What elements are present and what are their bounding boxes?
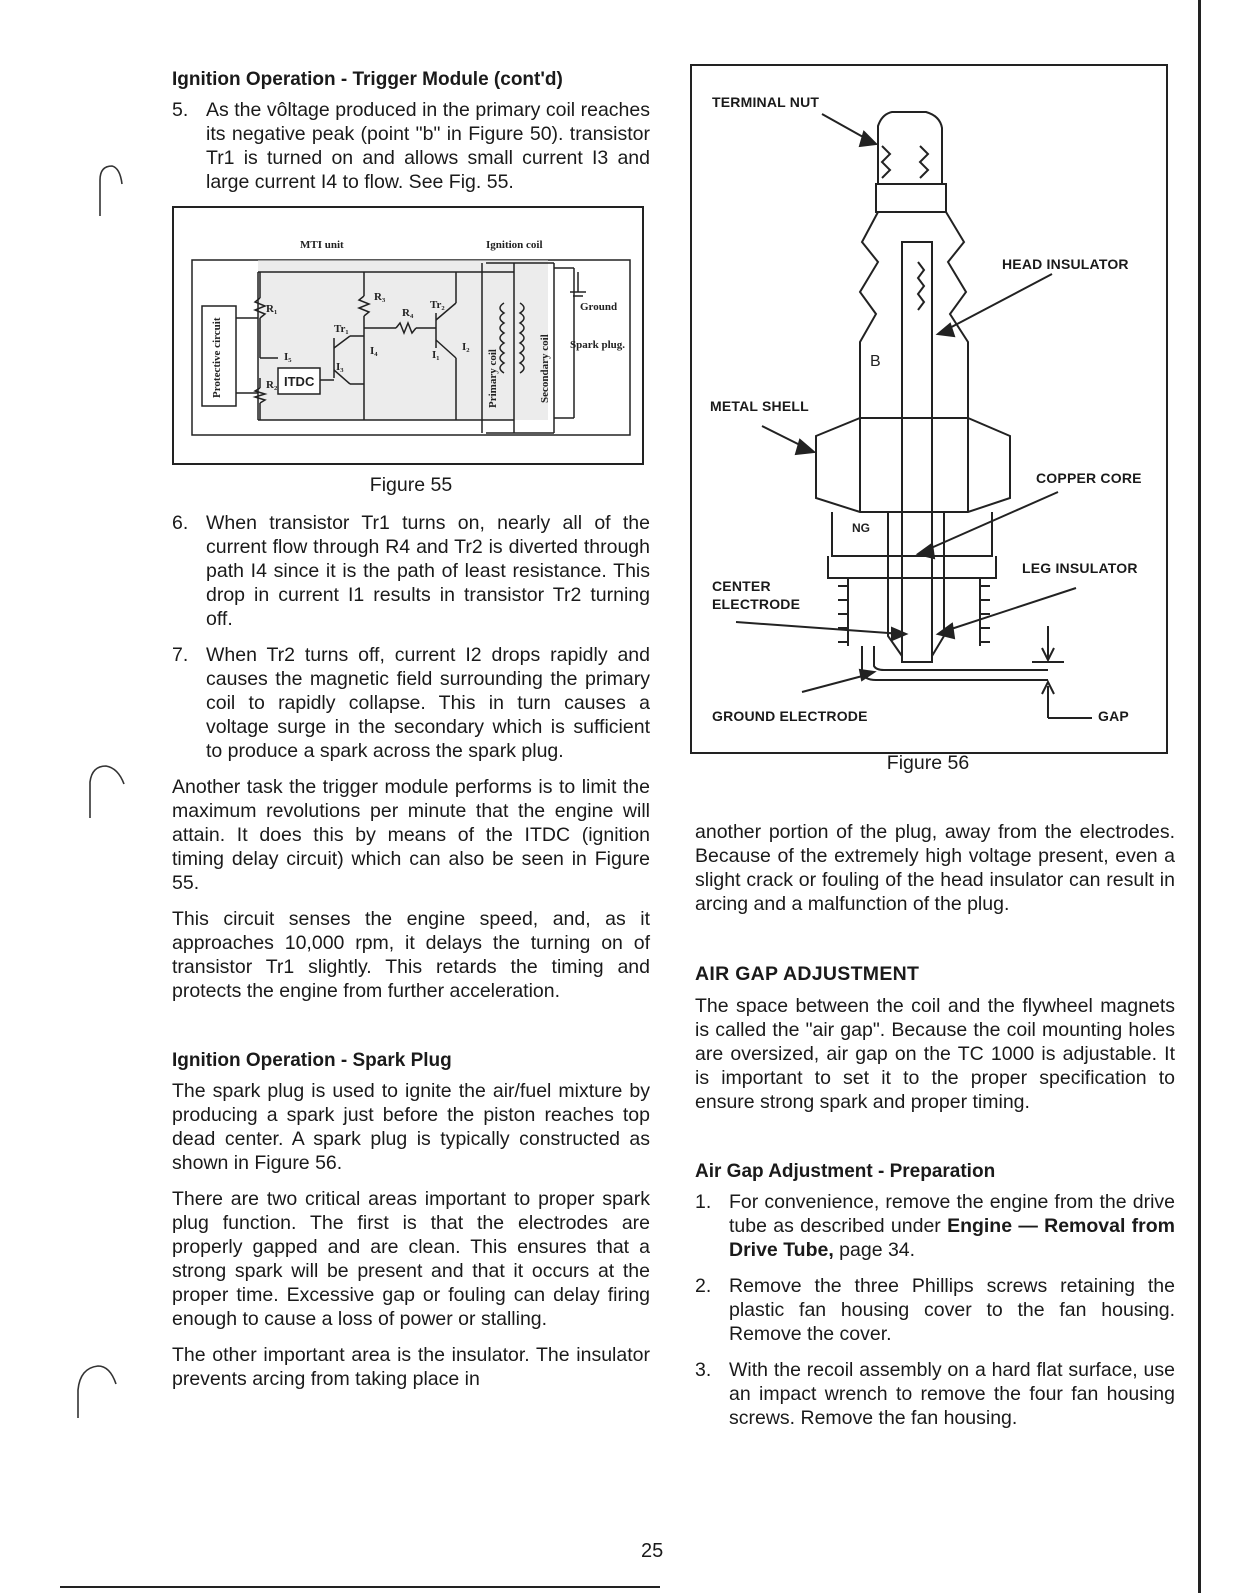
- steps-list-b: [172, 511, 650, 763]
- list-item: [695, 1274, 1175, 1346]
- section-heading-air-gap: AIR GAP ADJUSTMENT: [695, 963, 920, 985]
- figure-56: [690, 64, 1168, 754]
- list-text-part: page 34.: [833, 1239, 916, 1261]
- bottom-rule: [60, 1586, 660, 1588]
- list-text-part: For convenience, remove the engine from the drive tube as described under: [729, 1191, 1175, 1237]
- section-heading-trigger-module: Ignition Operation - Trigger Module (cont'd): [172, 69, 563, 90]
- section-heading-air-gap-preparation: Air Gap Adjustment - Preparation: [695, 1161, 996, 1182]
- label-r3: R₃: [374, 291, 386, 303]
- label-center-electrode-2: ELECTRODE: [712, 596, 801, 612]
- list-item: [172, 511, 650, 631]
- list-item: [695, 1358, 1175, 1430]
- label-ground-electrode: GROUND ELECTRODE: [712, 708, 868, 724]
- circuit-diagram: [174, 208, 642, 463]
- label-center-electrode-1: CENTER: [712, 578, 771, 594]
- binding-hole-mark-2: [78, 760, 128, 820]
- paragraph: The space between the coil and the flywheel magnets is called the "air gap". Because the coil mounting holes are oversized, air gap on the TC 1000 is adjustable. It is important to set it to the proper specification to ensure strong spark and proper timing.: [695, 995, 1175, 1113]
- list-number: 3.: [695, 1359, 712, 1381]
- label-gap: GAP: [1098, 708, 1129, 724]
- list-item: [172, 98, 650, 194]
- paragraph: The spark plug is used to ignite the air/fuel mixture by producing a spark just before the piston reaches top dead center. A spark plug is typically constructed as shown in Figure 56.: [172, 1080, 650, 1174]
- label-i5: I₅: [284, 351, 292, 363]
- label-tr2: Tr₂: [430, 299, 445, 311]
- label-ignition-coil: Ignition coil: [486, 239, 543, 251]
- label-protective-circuit: Protective circuit: [211, 317, 223, 398]
- right-edge-rule: [1198, 0, 1201, 1593]
- paragraph: Another task the trigger module performs is to limit the maximum revolutions per minute that the engine will attain. It does this by means of the ITDC (ignition timing delay circuit) which can also be seen in Figure 55.: [172, 776, 650, 894]
- list-text: When Tr2 turns off, current I2 drops rapidly and causes the magnetic field surrounding the primary coil to rapidly collapse. This in turn causes a voltage surge in the secondary which is sufficient to produce a spark across the spark plug.: [206, 644, 650, 762]
- list-text: As the vôltage produced in the primary coil reaches its negative peak (point "b" in Figure 50). transistor Tr1 is turned on and allows small current I3 and large current I4 to flow. See Fig. 55.: [206, 99, 650, 193]
- label-itdc: ITDC: [284, 374, 315, 389]
- list-item: [695, 1190, 1175, 1262]
- list-number: 6.: [172, 512, 189, 534]
- list-number: 7.: [172, 644, 189, 666]
- list-text: [729, 1190, 1175, 1262]
- list-text: Remove the three Phillips screws retaining the plastic fan housing cover to the fan housing. Remove the cover.: [729, 1275, 1175, 1345]
- right-column: [695, 820, 1175, 1442]
- label-terminal-nut: TERMINAL NUT: [712, 94, 820, 110]
- section-heading-spark-plug: Ignition Operation - Spark Plug: [172, 1050, 452, 1071]
- steps-list-c: [695, 1190, 1175, 1430]
- label-i1: I₁: [432, 349, 440, 361]
- list-text: With the recoil assembly on a hard flat surface, use an impact wrench to remove the four fan housing screws. Remove the fan housing.: [729, 1359, 1175, 1429]
- label-leg-insulator: LEG INSULATOR: [1022, 560, 1138, 576]
- label-copper-core: COPPER CORE: [1036, 470, 1142, 486]
- list-number: 5.: [172, 99, 189, 121]
- label-tr1: Tr₁: [334, 323, 349, 335]
- list-number: 1.: [695, 1191, 712, 1213]
- paragraph: This circuit senses the engine speed, and, as it approaches 10,000 rpm, it delays the turning on of transistor Tr1 slightly. This retards the timing and protects the engine from further acceleration.: [172, 908, 650, 1002]
- page-number: 25: [641, 1540, 664, 1562]
- label-spark-plug: Spark plug.: [570, 339, 626, 351]
- paragraph: The other important area is the insulator. The insulator prevents arcing from taking place in: [172, 1344, 650, 1390]
- list-item: [172, 643, 650, 763]
- label-b: B: [870, 353, 881, 370]
- label-head-insulator: HEAD INSULATOR: [1002, 256, 1129, 272]
- label-ng: NG: [852, 521, 870, 535]
- figure-56-caption: Figure 56: [886, 752, 970, 774]
- label-secondary-coil: Secondary coil: [539, 334, 551, 403]
- label-r1: R₁: [266, 303, 278, 315]
- figure-55: [172, 206, 644, 465]
- label-i2: I₂: [462, 341, 470, 353]
- list-number: 2.: [695, 1275, 712, 1297]
- paragraph: There are two critical areas important to proper spark plug function. The first is that the electrodes are properly gapped and are clean. This ensures that a strong spark will be present and that it occurs at the proper time. Excessive gap or fouling can delay firing enough to cause a loss of power or stalling.: [172, 1188, 650, 1330]
- binding-hole-mark-1: [78, 158, 128, 218]
- label-mti-unit: MTI unit: [300, 239, 344, 251]
- label-metal-shell: METAL SHELL: [710, 398, 809, 414]
- binding-hole-mark-3: [70, 1360, 120, 1420]
- figure-55-caption: Figure 55: [369, 474, 453, 496]
- label-i4: I₄: [370, 345, 378, 357]
- label-ground: Ground: [580, 301, 618, 313]
- list-text: When transistor Tr1 turns on, nearly all of the current flow through R4 and Tr2 is diverted through path I4 since it is the path of least resistance. This drop in current I1 results in transistor Tr2 turning off.: [206, 512, 650, 630]
- label-r4: R₄: [402, 307, 414, 319]
- cross-reference: Engine — Removal from Drive Tube,: [729, 1215, 1175, 1261]
- steps-list-a: [172, 98, 650, 194]
- label-i3: I₃: [336, 361, 344, 373]
- label-primary-coil: Primary coil: [487, 349, 499, 408]
- label-r2: R₂: [266, 379, 278, 391]
- left-column: [172, 68, 650, 1403]
- paragraph: another portion of the plug, away from the electrodes. Because of the extremely high voltage present, even a slight crack or fouling of the head insulator can result in arcing and a malfunction of the plug.: [695, 821, 1175, 915]
